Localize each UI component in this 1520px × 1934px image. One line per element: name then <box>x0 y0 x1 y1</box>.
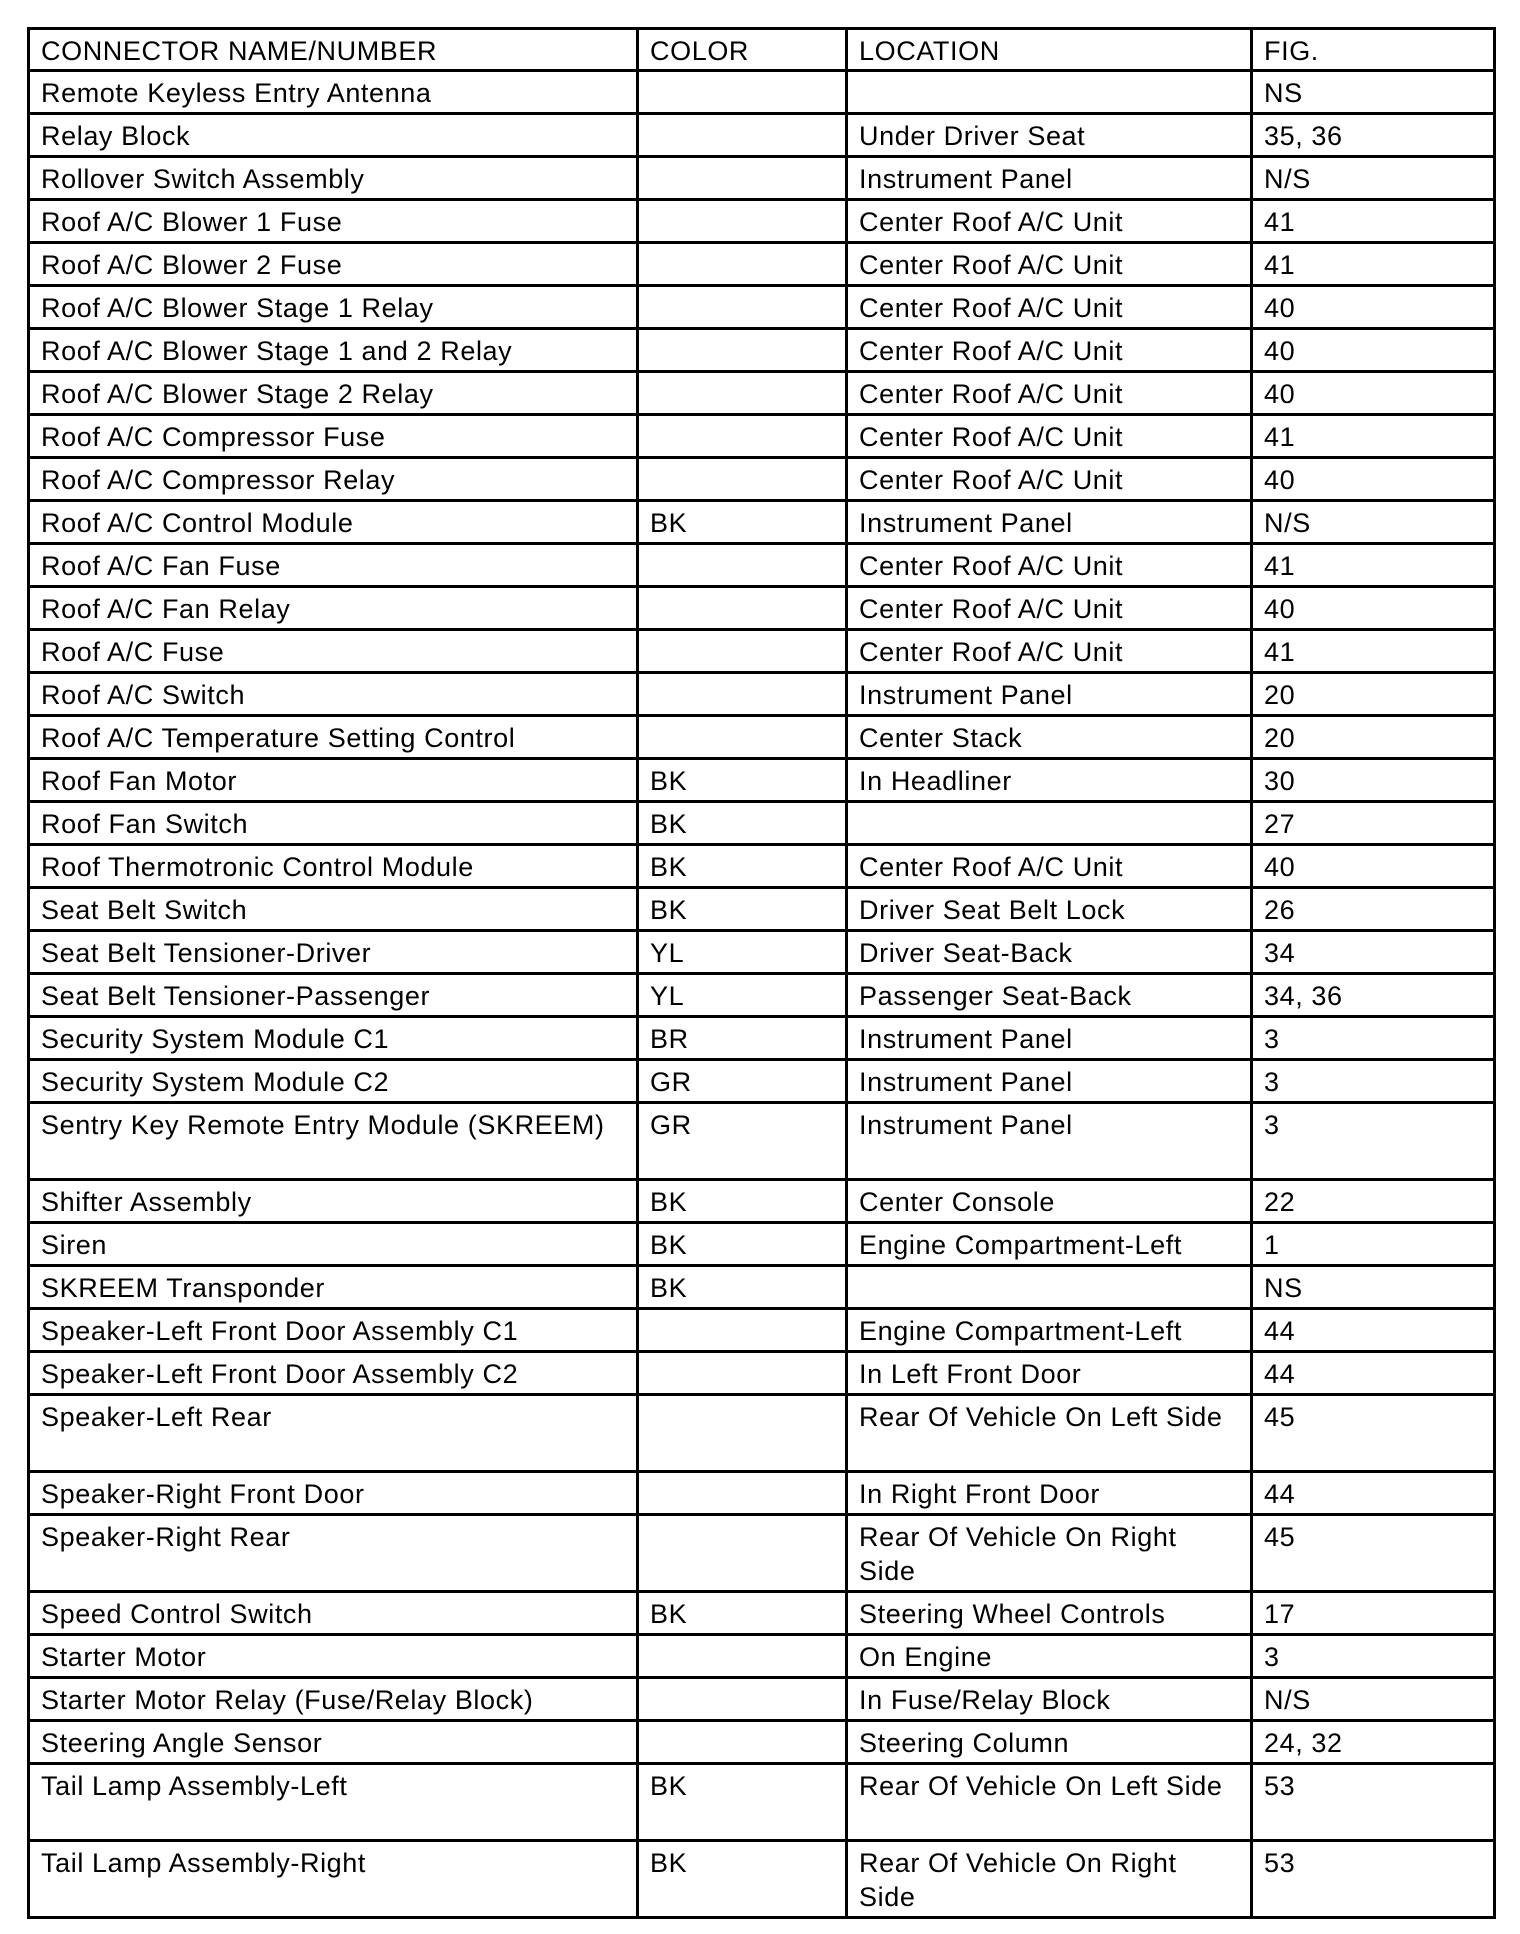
cell-connector-name: Tail Lamp Assembly-Left <box>29 1764 638 1841</box>
table-body <box>29 71 1495 1918</box>
cell-color <box>638 415 847 458</box>
cell-connector-name: Sentry Key Remote Entry Module (SKREEM) <box>29 1103 638 1180</box>
cell-location: Rear Of Vehicle On Left Side <box>847 1764 1252 1841</box>
table-row <box>29 1472 1495 1515</box>
cell-connector-name: Roof A/C Blower 2 Fuse <box>29 243 638 286</box>
cell-color: BK <box>638 1266 847 1309</box>
table-row <box>29 716 1495 759</box>
cell-location: Steering Column <box>847 1721 1252 1764</box>
cell-connector-name: Roof Fan Motor <box>29 759 638 802</box>
cell-color <box>638 157 847 200</box>
table-row <box>29 415 1495 458</box>
cell-connector-name: SKREEM Transponder <box>29 1266 638 1309</box>
cell-connector-name: Roof A/C Temperature Setting Control <box>29 716 638 759</box>
cell-fig: 53 <box>1252 1841 1495 1918</box>
table-row <box>29 1721 1495 1764</box>
cell-fig: 41 <box>1252 200 1495 243</box>
table-row <box>29 1103 1495 1180</box>
cell-location: In Headliner <box>847 759 1252 802</box>
cell-connector-name: Speed Control Switch <box>29 1592 638 1635</box>
table-row <box>29 1841 1495 1918</box>
cell-color: BK <box>638 759 847 802</box>
table-row <box>29 673 1495 716</box>
header-color: COLOR <box>638 29 847 71</box>
cell-connector-name: Roof A/C Fan Fuse <box>29 544 638 587</box>
table-row <box>29 501 1495 544</box>
cell-location: Center Roof A/C Unit <box>847 845 1252 888</box>
cell-fig: NS <box>1252 71 1495 114</box>
cell-location: Instrument Panel <box>847 1103 1252 1180</box>
table-row <box>29 802 1495 845</box>
cell-fig: 3 <box>1252 1635 1495 1678</box>
cell-fig: N/S <box>1252 501 1495 544</box>
cell-location: Instrument Panel <box>847 501 1252 544</box>
cell-location: Center Roof A/C Unit <box>847 286 1252 329</box>
cell-color: BR <box>638 1017 847 1060</box>
cell-connector-name: Speaker-Right Rear <box>29 1515 638 1592</box>
cell-connector-name: Roof A/C Compressor Relay <box>29 458 638 501</box>
cell-fig: 44 <box>1252 1352 1495 1395</box>
cell-color <box>638 71 847 114</box>
cell-fig: 53 <box>1252 1764 1495 1841</box>
cell-fig: 17 <box>1252 1592 1495 1635</box>
cell-location: Under Driver Seat <box>847 114 1252 157</box>
cell-fig: 3 <box>1252 1017 1495 1060</box>
table-row <box>29 1635 1495 1678</box>
cell-location: Center Roof A/C Unit <box>847 329 1252 372</box>
cell-fig: NS <box>1252 1266 1495 1309</box>
cell-connector-name: Roof A/C Fuse <box>29 630 638 673</box>
cell-connector-name: Security System Module C2 <box>29 1060 638 1103</box>
cell-location: Engine Compartment-Left <box>847 1309 1252 1352</box>
cell-fig: 41 <box>1252 630 1495 673</box>
header-connector-name: CONNECTOR NAME/NUMBER <box>29 29 638 71</box>
cell-color <box>638 544 847 587</box>
cell-connector-name: Security System Module C1 <box>29 1017 638 1060</box>
table-row <box>29 1678 1495 1721</box>
cell-fig: 44 <box>1252 1472 1495 1515</box>
cell-color <box>638 1515 847 1592</box>
cell-color <box>638 1309 847 1352</box>
cell-connector-name: Starter Motor <box>29 1635 638 1678</box>
cell-color: BK <box>638 1592 847 1635</box>
cell-color <box>638 1472 847 1515</box>
table-row <box>29 1223 1495 1266</box>
cell-color: BK <box>638 1223 847 1266</box>
cell-location: Center Roof A/C Unit <box>847 458 1252 501</box>
cell-connector-name: Roof A/C Fan Relay <box>29 587 638 630</box>
table-header-row <box>29 29 1495 71</box>
cell-connector-name: Steering Angle Sensor <box>29 1721 638 1764</box>
cell-connector-name: Roof Thermotronic Control Module <box>29 845 638 888</box>
cell-fig: 41 <box>1252 544 1495 587</box>
cell-location: In Fuse/Relay Block <box>847 1678 1252 1721</box>
table-row <box>29 1266 1495 1309</box>
cell-location: Rear Of Vehicle On Right Side <box>847 1841 1252 1918</box>
table-row <box>29 544 1495 587</box>
table-row <box>29 329 1495 372</box>
cell-color <box>638 673 847 716</box>
cell-connector-name: Rollover Switch Assembly <box>29 157 638 200</box>
cell-fig: 30 <box>1252 759 1495 802</box>
cell-fig: 20 <box>1252 673 1495 716</box>
table-row <box>29 587 1495 630</box>
cell-location: Rear Of Vehicle On Left Side <box>847 1395 1252 1472</box>
cell-color <box>638 243 847 286</box>
table-row <box>29 372 1495 415</box>
cell-color <box>638 372 847 415</box>
cell-fig: 1 <box>1252 1223 1495 1266</box>
cell-location: Center Roof A/C Unit <box>847 243 1252 286</box>
cell-color <box>638 1352 847 1395</box>
cell-connector-name: Roof A/C Blower Stage 1 Relay <box>29 286 638 329</box>
header-location: LOCATION <box>847 29 1252 71</box>
cell-fig: 26 <box>1252 888 1495 931</box>
cell-color: GR <box>638 1103 847 1180</box>
cell-connector-name: Roof Fan Switch <box>29 802 638 845</box>
table-row <box>29 1764 1495 1841</box>
cell-color: BK <box>638 845 847 888</box>
table-row <box>29 71 1495 114</box>
cell-location: In Left Front Door <box>847 1352 1252 1395</box>
table-row <box>29 157 1495 200</box>
cell-connector-name: Relay Block <box>29 114 638 157</box>
cell-color: YL <box>638 931 847 974</box>
table-row <box>29 1515 1495 1592</box>
cell-location: Center Roof A/C Unit <box>847 415 1252 458</box>
table-row <box>29 200 1495 243</box>
table-row <box>29 286 1495 329</box>
table-row <box>29 1060 1495 1103</box>
table-row <box>29 243 1495 286</box>
cell-color <box>638 1721 847 1764</box>
table-row <box>29 974 1495 1017</box>
table-row <box>29 888 1495 931</box>
cell-connector-name: Seat Belt Tensioner-Driver <box>29 931 638 974</box>
cell-connector-name: Seat Belt Switch <box>29 888 638 931</box>
cell-color: BK <box>638 1841 847 1918</box>
cell-location: Instrument Panel <box>847 1060 1252 1103</box>
table-row <box>29 845 1495 888</box>
cell-connector-name: Siren <box>29 1223 638 1266</box>
cell-location: Center Roof A/C Unit <box>847 630 1252 673</box>
cell-location: Center Roof A/C Unit <box>847 372 1252 415</box>
cell-location: Engine Compartment-Left <box>847 1223 1252 1266</box>
cell-connector-name: Roof A/C Switch <box>29 673 638 716</box>
cell-location: In Right Front Door <box>847 1472 1252 1515</box>
table-row <box>29 1352 1495 1395</box>
cell-fig: 27 <box>1252 802 1495 845</box>
cell-fig: 40 <box>1252 329 1495 372</box>
cell-connector-name: Roof A/C Blower 1 Fuse <box>29 200 638 243</box>
header-fig: FIG. <box>1252 29 1495 71</box>
cell-location <box>847 802 1252 845</box>
cell-fig: 40 <box>1252 372 1495 415</box>
cell-fig: 35, 36 <box>1252 114 1495 157</box>
cell-color: BK <box>638 802 847 845</box>
cell-color <box>638 114 847 157</box>
cell-location: Instrument Panel <box>847 673 1252 716</box>
cell-connector-name: Seat Belt Tensioner-Passenger <box>29 974 638 1017</box>
cell-color: BK <box>638 888 847 931</box>
cell-location: Driver Seat-Back <box>847 931 1252 974</box>
table-row <box>29 931 1495 974</box>
cell-connector-name: Roof A/C Control Module <box>29 501 638 544</box>
cell-location: Center Roof A/C Unit <box>847 587 1252 630</box>
cell-fig: 40 <box>1252 458 1495 501</box>
cell-color <box>638 1635 847 1678</box>
cell-connector-name: Shifter Assembly <box>29 1180 638 1223</box>
cell-fig: 41 <box>1252 243 1495 286</box>
cell-location: On Engine <box>847 1635 1252 1678</box>
cell-location: Center Console <box>847 1180 1252 1223</box>
cell-fig: 40 <box>1252 845 1495 888</box>
cell-location: Center Roof A/C Unit <box>847 544 1252 587</box>
cell-connector-name: Tail Lamp Assembly-Right <box>29 1841 638 1918</box>
cell-fig: 34, 36 <box>1252 974 1495 1017</box>
table-row <box>29 1309 1495 1352</box>
cell-color: BK <box>638 1180 847 1223</box>
cell-color <box>638 329 847 372</box>
cell-color <box>638 286 847 329</box>
cell-fig: N/S <box>1252 157 1495 200</box>
cell-fig: 45 <box>1252 1395 1495 1472</box>
cell-color: GR <box>638 1060 847 1103</box>
cell-connector-name: Speaker-Left Rear <box>29 1395 638 1472</box>
cell-fig: 40 <box>1252 286 1495 329</box>
cell-connector-name: Starter Motor Relay (Fuse/Relay Block) <box>29 1678 638 1721</box>
cell-connector-name: Roof A/C Blower Stage 1 and 2 Relay <box>29 329 638 372</box>
cell-color <box>638 1395 847 1472</box>
cell-location: Center Roof A/C Unit <box>847 200 1252 243</box>
cell-location: Instrument Panel <box>847 1017 1252 1060</box>
cell-location <box>847 1266 1252 1309</box>
table-row <box>29 1017 1495 1060</box>
cell-location: Instrument Panel <box>847 157 1252 200</box>
cell-color <box>638 1678 847 1721</box>
cell-color <box>638 630 847 673</box>
cell-location: Rear Of Vehicle On Right Side <box>847 1515 1252 1592</box>
cell-connector-name: Speaker-Left Front Door Assembly C2 <box>29 1352 638 1395</box>
cell-fig: 44 <box>1252 1309 1495 1352</box>
cell-connector-name: Speaker-Left Front Door Assembly C1 <box>29 1309 638 1352</box>
cell-location: Driver Seat Belt Lock <box>847 888 1252 931</box>
table-row <box>29 458 1495 501</box>
cell-connector-name: Speaker-Right Front Door <box>29 1472 638 1515</box>
cell-color <box>638 587 847 630</box>
table-row <box>29 1180 1495 1223</box>
cell-color <box>638 458 847 501</box>
cell-fig: 24, 32 <box>1252 1721 1495 1764</box>
table-row <box>29 114 1495 157</box>
table-row <box>29 759 1495 802</box>
cell-color: BK <box>638 1764 847 1841</box>
cell-location: Steering Wheel Controls <box>847 1592 1252 1635</box>
cell-fig: 3 <box>1252 1060 1495 1103</box>
table-row <box>29 630 1495 673</box>
cell-fig: N/S <box>1252 1678 1495 1721</box>
cell-fig: 40 <box>1252 587 1495 630</box>
cell-color: YL <box>638 974 847 1017</box>
cell-location: Center Stack <box>847 716 1252 759</box>
cell-color <box>638 200 847 243</box>
connector-location-table <box>27 27 1496 1919</box>
cell-fig: 34 <box>1252 931 1495 974</box>
cell-fig: 41 <box>1252 415 1495 458</box>
cell-location <box>847 71 1252 114</box>
cell-connector-name: Remote Keyless Entry Antenna <box>29 71 638 114</box>
cell-fig: 20 <box>1252 716 1495 759</box>
table-row <box>29 1395 1495 1472</box>
cell-color: BK <box>638 501 847 544</box>
cell-connector-name: Roof A/C Compressor Fuse <box>29 415 638 458</box>
cell-color <box>638 716 847 759</box>
table-row <box>29 1592 1495 1635</box>
cell-fig: 3 <box>1252 1103 1495 1180</box>
cell-location: Passenger Seat-Back <box>847 974 1252 1017</box>
cell-fig: 22 <box>1252 1180 1495 1223</box>
cell-connector-name: Roof A/C Blower Stage 2 Relay <box>29 372 638 415</box>
cell-fig: 45 <box>1252 1515 1495 1592</box>
